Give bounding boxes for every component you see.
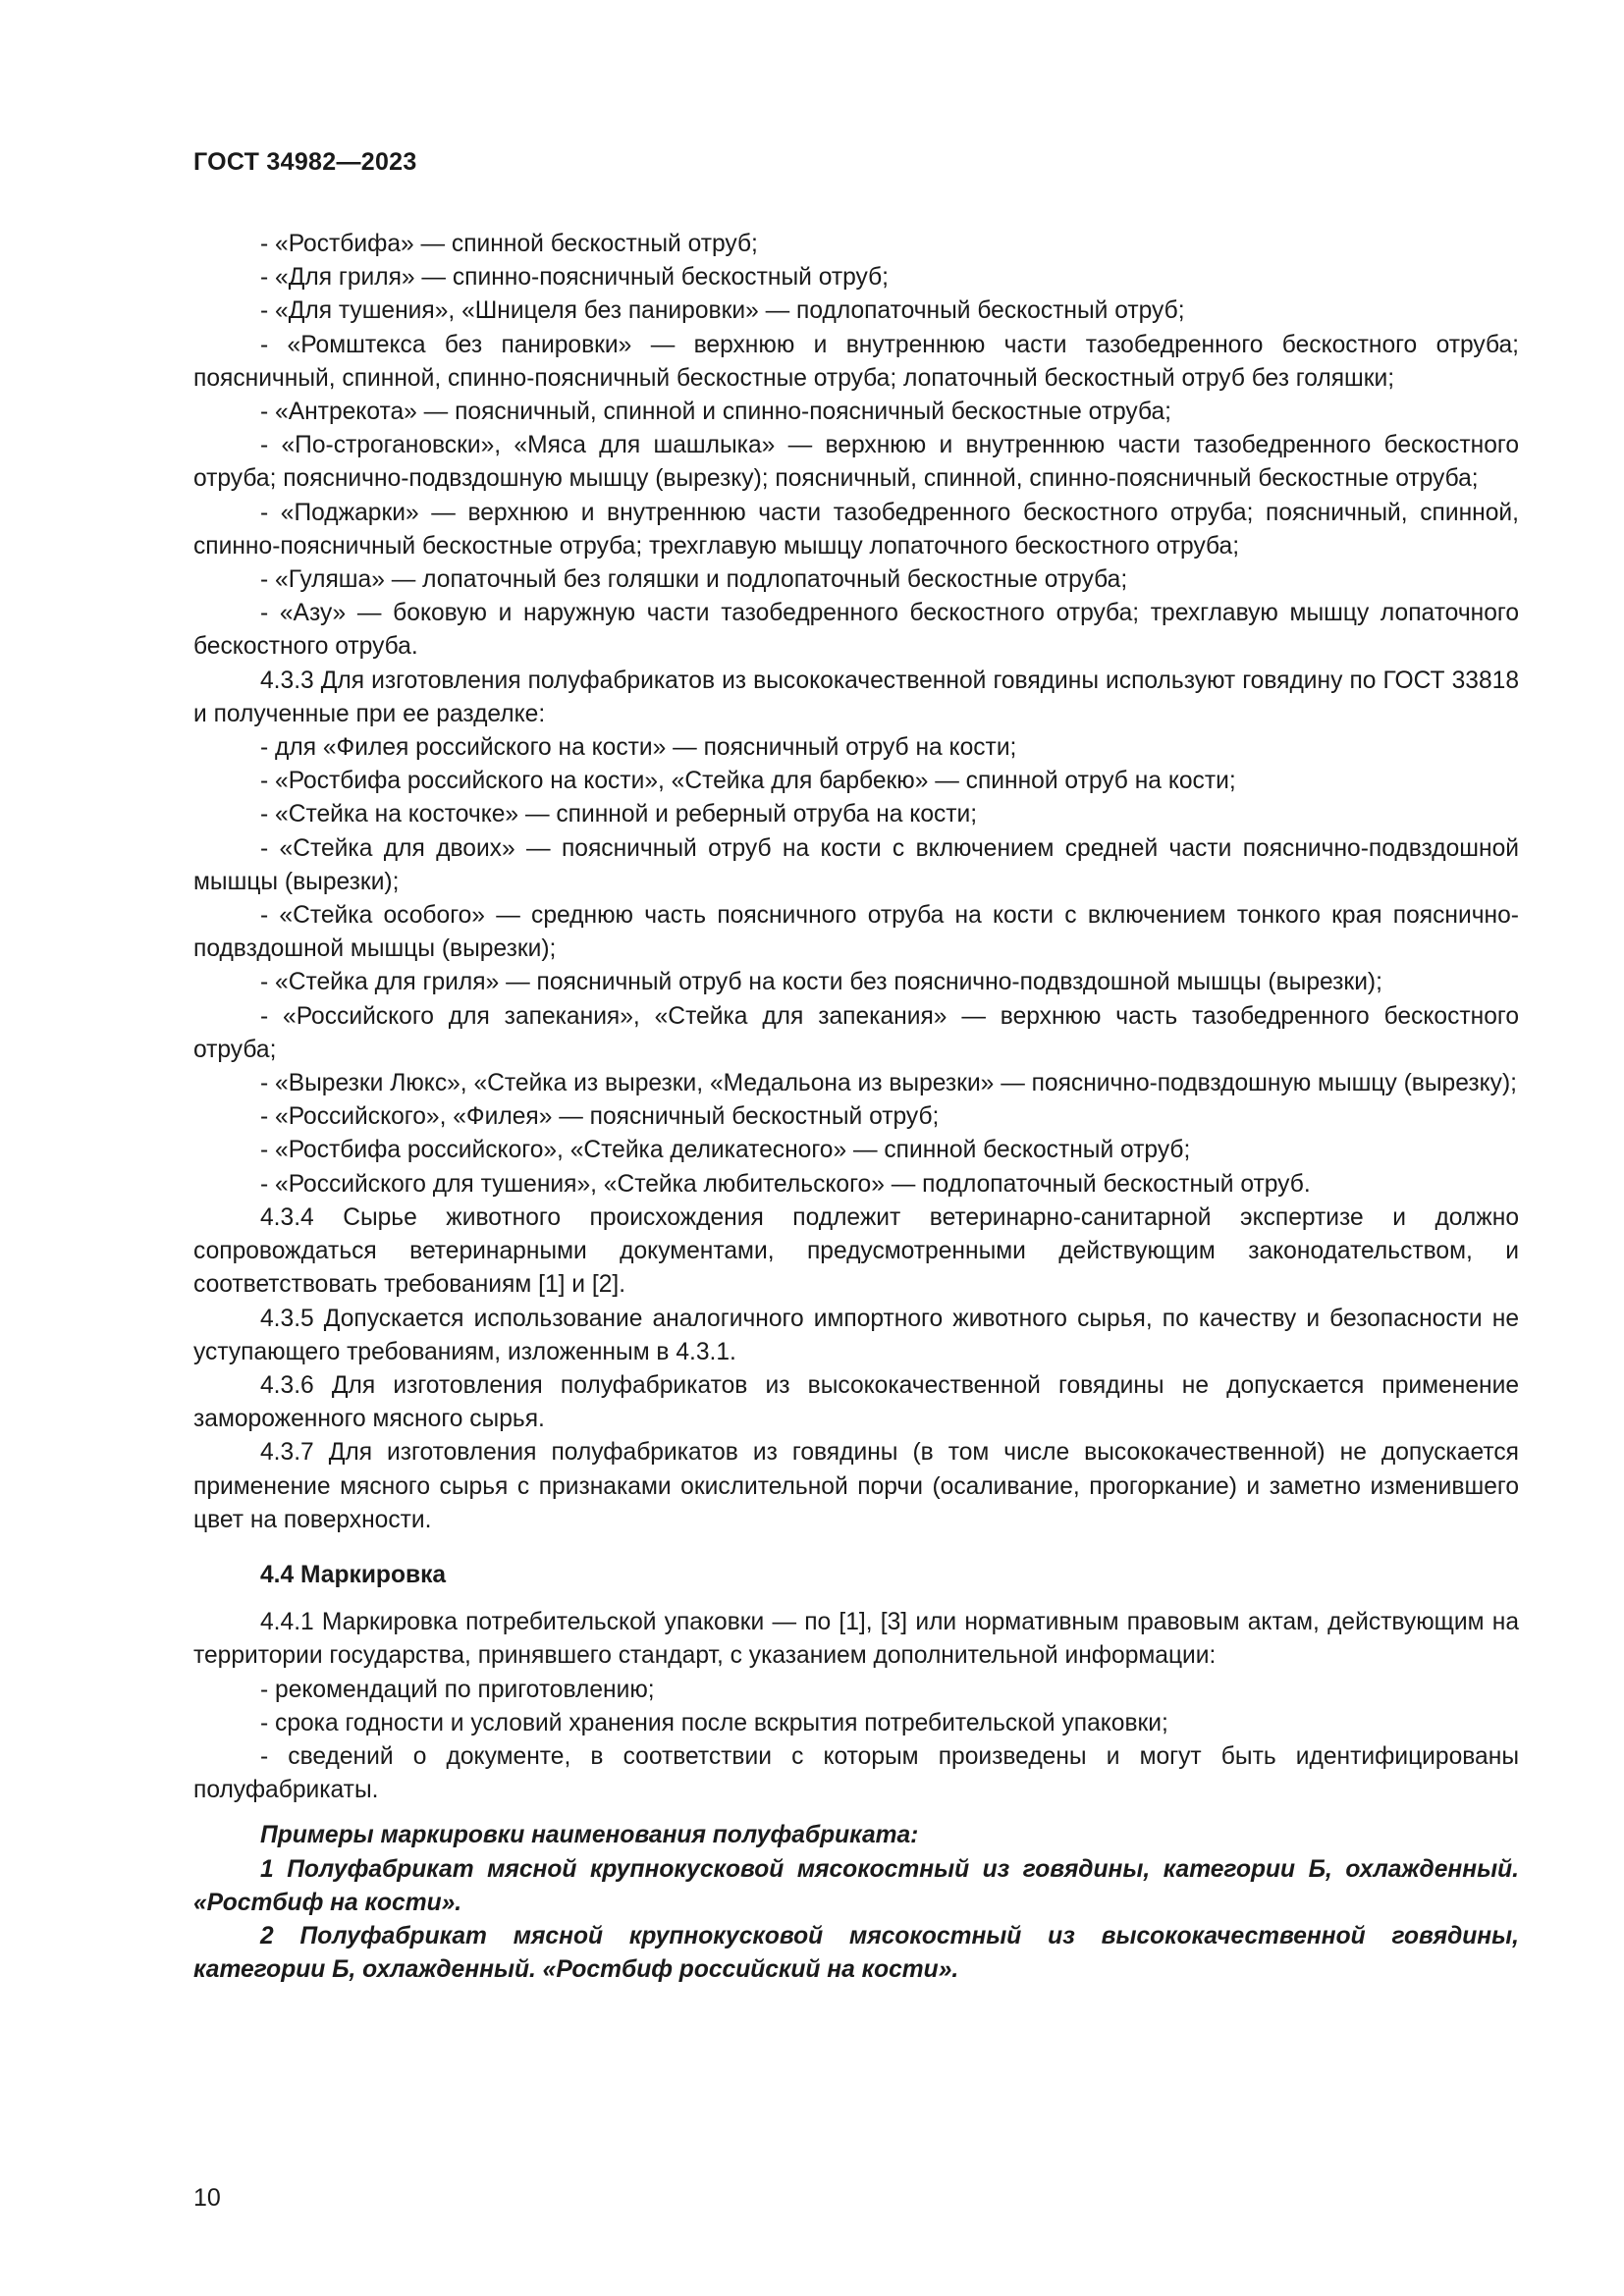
list-item: - «Российского для тушения», «Стейка любительского» — подлопаточный бескостный отруб. — [260, 1170, 1311, 1198]
list-item: - «Стейка на косточке» — спинной и реберный отруба на кости; — [260, 801, 978, 828]
clause-4-3-5: 4.3.5 Допускается использование аналогичного импортного животного сырья, по качеству и безопасности не уступающего требованиям, изложенным в 4.3.1. — [193, 1305, 1519, 1365]
clause-4-3-3: 4.3.3 Для изготовления полуфабрикатов из высококачественной говядины используют говядину по ГОСТ 33818 и полученные при ее разделке: — [193, 667, 1519, 727]
clause-4-3-4: 4.3.4 Сырье животного происхождения подлежит ветеринарно-санитарной экспертизе и должно сопровождаться ветеринарными документами, предусмотренными действующим законодательством, и соответствовать требованиям [1] и [2]. — [193, 1203, 1519, 1299]
list-item: - «Гуляша» — лопаточный без голяшки и подлопаточный бескостные отруба; — [260, 566, 1128, 594]
list-item: - «Стейка особого» — среднюю часть поясничного отруба на кости с включением тонкого края пояснично-подвздошной мышцы (вырезки); — [193, 902, 1519, 963]
list-item: - «Вырезки Люкс», «Стейка из вырезки, «Медальона из вырезки» — пояснично-подвздошную мышцу (вырезку); — [260, 1070, 1517, 1097]
list-item: - «Стейка для двоих» — поясничный отруб на кости с включением средней части пояснично-подвздошной мышцы (вырезки); — [193, 834, 1519, 895]
list-item: - срока годности и условий хранения после вскрытия потребительской упаковки; — [260, 1709, 1168, 1736]
page-number: 10 — [193, 2184, 221, 2212]
list-item: - «Поджарки» — верхнюю и внутреннюю части тазобедренного бескостного отруба; поясничный, спинной, спинно-поясничный бескостные отруба; трехглавую мышцу лопаточного бескостного отруба; — [193, 499, 1519, 560]
list-item: - «Азу» — боковую и наружную части тазобедренного бескостного отруба; трехглавую мышцу лопаточного бескостного отруба. — [193, 600, 1519, 661]
list-item: - «Антрекота» — поясничный, спинной и спинно-поясничный бескостные отруба; — [260, 399, 1172, 426]
list-item: - сведений о документе, в соответствии с которым произведены и могут быть идентифицированы полуфабрикаты. — [193, 1742, 1519, 1804]
list-item: - «По-строгановски», «Мяса для шашлыка» — верхнюю и внутреннюю части тазобедренного бескостного отруба; пояснично-подвздошную мышцу (вырезку); поясничный, спинной, спинно-поясничный бескостные отруба; — [193, 432, 1519, 493]
example-item: 2 Полуфабрикат мясной крупнокусковой мясокостный из высококачественной говядины, категории Б, охлажденный. «Ростбиф российский на кости». — [193, 1922, 1519, 1984]
list-item: - рекомендаций по приготовлению; — [260, 1676, 655, 1703]
document-header: ГОСТ 34982—2023 — [193, 148, 417, 176]
list-item: - «Российского», «Филея» — поясничный бескостный отруб; — [260, 1103, 940, 1131]
list-item: - «Российского для запекания», «Стейка для запекания» — верхнюю часть тазобедренного бескостного отруба; — [193, 1002, 1519, 1063]
examples-heading: Примеры маркировки наименования полуфабриката: — [260, 1822, 919, 1849]
list-item: - «Для тушения», «Шницеля без панировки» — подлопаточный бескостный отруб; — [260, 297, 1185, 325]
example-item: 1 Полуфабрикат мясной крупнокусковой мясокостный из говядины, категории Б, охлажденный. «Ростбиф на кости». — [193, 1855, 1519, 1916]
section-title: 4.4 Маркировка — [260, 1561, 447, 1588]
clause-4-4-1: 4.4.1 Маркировка потребительской упаковки — по [1], [3] или нормативным правовым актам, действующим на территории государства, принявшего стандарт, с указанием дополнительной информации: — [193, 1609, 1519, 1670]
list-item: - «Ромштекса без панировки» — верхнюю и внутреннюю части тазобедренного бескостного отруба; поясничный, спинной, спинно-поясничный бескостные отруба; лопаточный бескостный отруб без голяшки; — [193, 331, 1519, 392]
clause-4-3-6: 4.3.6 Для изготовления полуфабрикатов из высококачественной говядины не допускается применение замороженного мясного сырья. — [193, 1371, 1519, 1433]
list-item: - «Ростбифа» — спинной бескостный отруб; — [260, 231, 758, 257]
list-item: - «Стейка для гриля» — поясничный отруб на кости без пояснично-подвздошной мышцы (вырезки); — [260, 969, 1382, 996]
clause-4-3-7: 4.3.7 Для изготовления полуфабрикатов из говядины (в том числе высококачественной) не допускается применение мясного сырья с признаками окислительной порчи (осаливание, прогоркание) и заметно изменившего цвет на поверхности. — [193, 1439, 1519, 1533]
document-body — [193, 228, 1519, 1987]
list-item: - «Ростбифа российского на кости», «Стейка для барбекю» — спинной отруб на кости; — [260, 768, 1236, 795]
list-item: - «Для гриля» — спинно-поясничный бескостный отруб; — [260, 264, 889, 292]
list-item: - для «Филея российского на кости» — поясничный отруб на кости; — [260, 734, 1017, 762]
list-item: - «Ростбифа российского», «Стейка деликатесного» — спинной бескостный отруб; — [260, 1137, 1191, 1164]
